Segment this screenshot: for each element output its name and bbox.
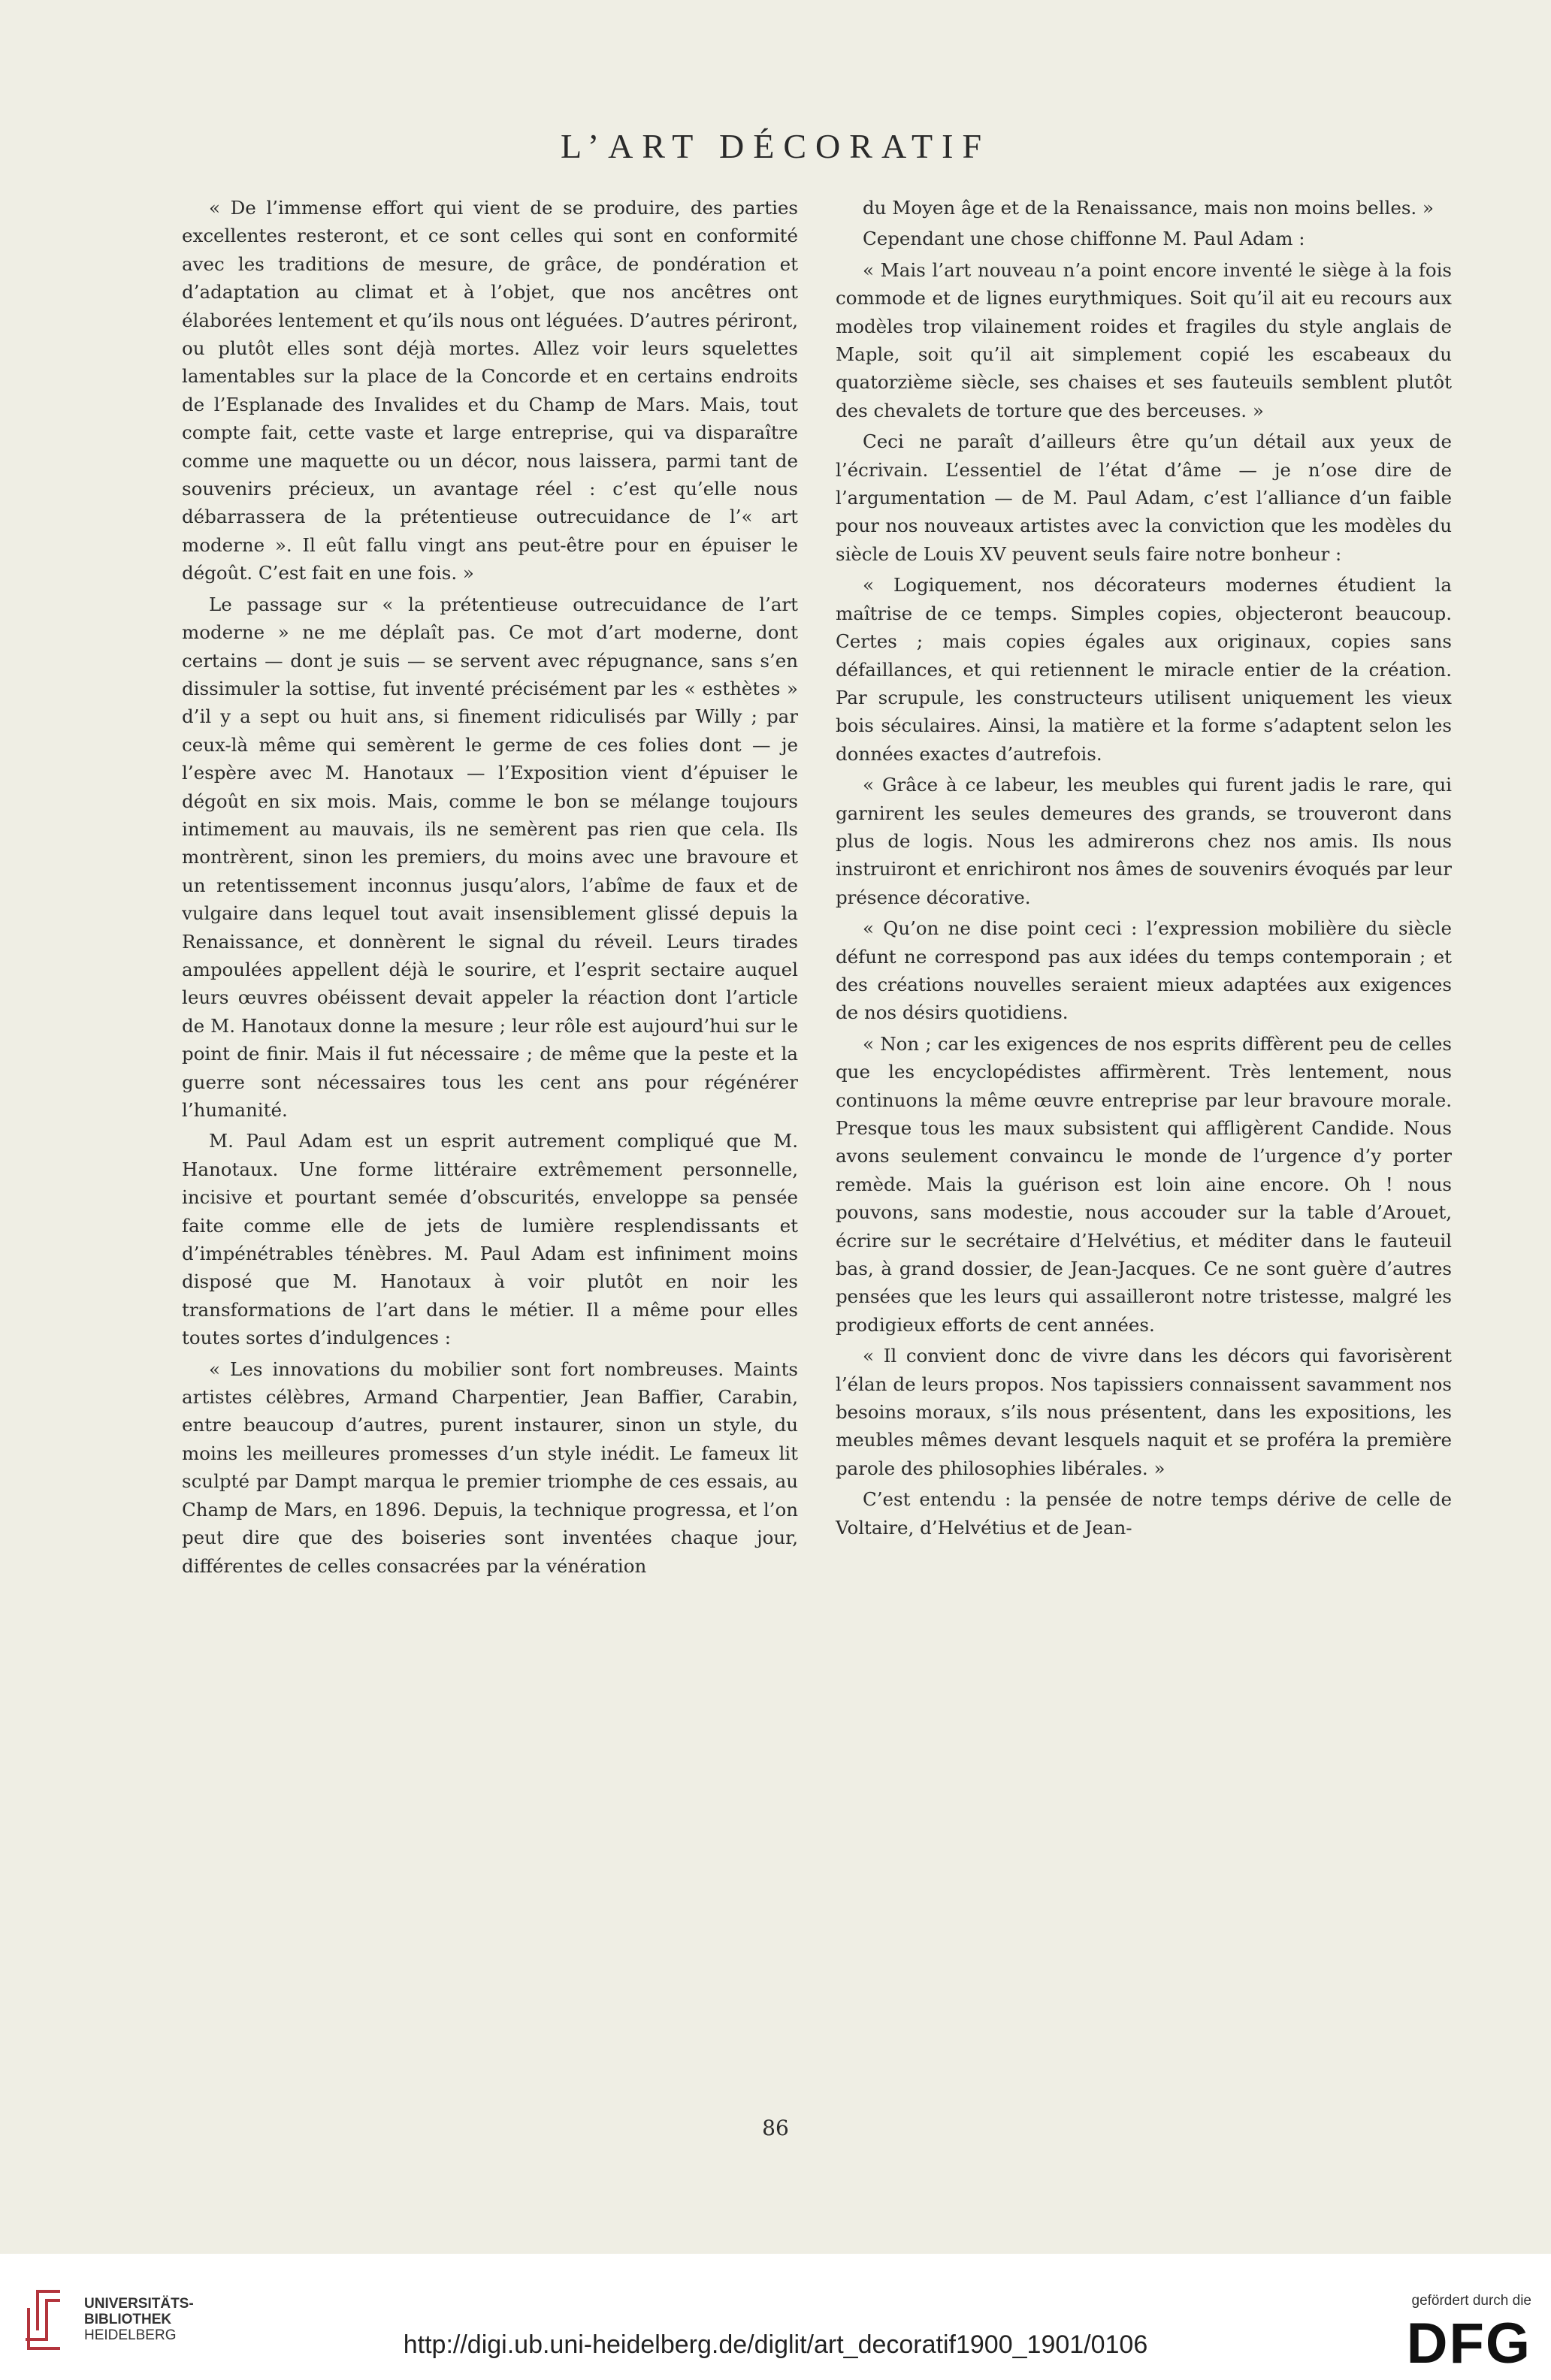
source-url-link[interactable]: http://digi.ub.uni-heidelberg.de/diglit/art_decoratif1900_1901/0106 <box>403 2330 1148 2359</box>
paragraph: Le passage sur « la prétentieuse outrecuidance de l’art moderne » ne me déplaît pas. Ce mot d’art moderne, dont certains — dont je suis — se servent avec répugnance, sans s’en dissimuler la sottise, fut inventé précisément par les « esthètes » d’il y a sept ou huit ans, si finement ridiculisés par Willy ; par ceux-là même qui semèrent le germe de ces folies dont — je l’espère avec M. Hanotaux — l’Exposition vient d’épuiser le dégoût en six mois. Mais, comme le bon se mélange toujours intimement au mauvais, ils ne semèrent pas rien que cela. Ils montrèrent, sinon les premiers, du moins avec une bravoure et un retentissement inconnus jusqu’alors, l’abîme de faux et de vulgaire dans lequel tout avait insensiblement glissé depuis la Renaissance, et donnèrent le signal du réveil. Leurs tirades ampoulées appellent déjà le sourire, et l’esprit sectaire auquel leurs œuvres obéissent devait appeler la réaction dont l’article de M. Hanotaux donne la mesure ; leur rôle est aujourd’hui sur le point de finir. Mais il fut nécessaire ; de même que la peste et la guerre sont nécessaires tous les cent ans pour régénérer l’humanité. <box>182 593 798 1121</box>
paragraph: « Mais l’art nouveau n’a point encore inventé le siège à la fois commode et de lignes eurythmiques. Soit qu’il ait eu recours aux modèles trop vilainement roides et fragiles du style anglais de Maple, soit qu’il ait simplement copié les escabeaux du quatorzième siècle, ses chaises et ses fauteuils semblent plutôt des chevalets de torture que des berceuses. » <box>836 258 1452 421</box>
paragraph: M. Paul Adam est un esprit autrement compliqué que M. Hanotaux. Une forme littéraire extrêmement personnelle, incisive et pourtant semée d’obscurités, enveloppe sa pensée faite comme elle de jets de lumière resplendissants et d’impénétrables ténèbres. M. Paul Adam est infiniment moins disposé que M. Hanotaux à voir plutôt en noir les transformations de l’art dans le métier. Il a même pour elles toutes sortes d’indulgences : <box>182 1130 798 1349</box>
paragraph: « Non ; car les exigences de nos esprits diffèrent peu de celles que les encyclopédistes affirmèrent. Très lentement, nous continuons la même œuvre entreprise par leur bravoure morale. Presque tous les maux subsistent qui affligèrent Candide. Nous avons seulement convaincu le monde de l’urgence d’y porter remède. Mais la guérison est loin aine encore. Oh ! nous pouvons, sans modestie, nous accouder sur la table d’Arouet, écrire sur le secrétaire d’Helvétius, et méditer dans le fauteuil bas, à grand dossier, de Jean-Jacques. Ce ne sont guère d’autres pensées que les leurs qui assailleront notre tristesse, malgré les prodigieux efforts de cent années. <box>836 1032 1452 1336</box>
running-title: L’ART DÉCORATIF <box>560 127 991 165</box>
paragraph: du Moyen âge et de la Renaissance, mais non moins belles. » <box>863 197 1434 219</box>
dfg-logo: DFG <box>1406 2312 1531 2375</box>
left-text-column <box>182 194 798 1583</box>
paragraph: « Logiquement, nos décorateurs modernes étudient la maîtrise de ce temps. Simples copies, objecteront beaucoup. Certes ; mais copies égales aux originaux, copies sans défaillances, et qui retiennent le miracle entier de la création. Par scrupule, les constructeurs utilisent uniquement les vieux bois séculaires. Ainsi, la matière et la forme s’adaptent selon les données exactes d’autrefois. <box>836 574 1452 765</box>
digitization-footer <box>0 2254 1551 2380</box>
paragraph: « Les innovations du mobilier sont fort nombreuses. Maints artistes célèbres, Armand Charpentier, Jean Baffier, Carabin, entre beaucoup d’autres, purent instaurer, sinon un style, du moins les meilleures promesses d’un style inédit. Le fameux lit sculpté par Dampt marqua le premier triomphe de ces essais, au Champ de Mars, en 1896. Depuis, la technique progressa, et l’on peut dire que des boiseries sont inventées chaque jour, différentes de celles consacrées par la vénération <box>182 1358 798 1577</box>
right-text-column <box>836 194 1452 1545</box>
paragraph: « Qu’on ne dise point ceci : l’expression mobilière du siècle défunt ne correspond pas aux idées du temps contemporain ; et des créations nouvelles seraient mieux adaptées aux exigences de nos désirs quotidiens. <box>836 917 1452 1024</box>
paragraph: « Il convient donc de vivre dans les décors qui favorisèrent l’élan de leurs propos. Nos tapissiers connaissent savamment nos besoins moraux, s’ils nous présentent, dans les expositions, les meubles mêmes devant lesquels naquit et se proféra la première parole des philosophies libérales. » <box>836 1345 1452 1479</box>
paragraph: C’est entendu : la pensée de notre temps dérive de celle de Voltaire, d’Helvétius et de Jean- <box>836 1488 1452 1539</box>
paragraph: Ceci ne paraît d’ailleurs être qu’un détail aux yeux de l’écrivain. L’essentiel de l’état d’âme — je n’ose dire de l’argumentation — de M. Paul Adam, c’est l’alliance d’un faible pour nos nouveaux artistes avec la conviction que les modèles du siècle de Louis XV peuvent seuls faire notre bonheur : <box>836 430 1452 565</box>
library-line: UNIVERSITÄTS- <box>84 2296 194 2312</box>
page-number: 86 <box>762 2116 789 2140</box>
library-line: BIBLIOTHEK <box>84 2312 172 2327</box>
paragraph: « De l’immense effort qui vient de se produire, des parties excellentes resteront, et ce sont celles qui sont en conformité avec les traditions de mesure, de grâce, de pondération et d’adaptation au climat et à l’objet, que nos ancêtres ont élaborées lentement et qu’ils nous ont léguées. D’autres périront, ou plutôt elles sont déjà mortes. Allez voir leurs squelettes lamentables sur la place de la Concorde et en certains endroits de l’Esplanade des Invalides et du Champ de Mars. Mais, tout compte fait, cette vaste et large entreprise, qui va disparaître comme une maquette ou un décor, nous laissera, parmi tant de souvenirs précieux, un avantage réel : c’est qu’elle nous débarrassera de la prétentieuse outrecuidance de l’« art moderne ». Il eût fallu vingt ans peut-être pour en épuiser le dégoût. C’est fait en une fois. » <box>182 197 798 584</box>
library-line: HEIDELBERG <box>84 2327 177 2343</box>
paragraph: Cependant une chose chiffonne M. Paul Adam : <box>863 228 1305 250</box>
funding-note: gefördert durch die <box>1411 2293 1531 2309</box>
paragraph: « Grâce à ce labeur, les meubles qui furent jadis le rare, qui garnirent les seules demeures des grands, se trouveront dans plus de logis. Nous les admirerons chez nos amis. Ils nous instruiront et enrichiront nos âmes de souvenirs évoqués par leur présence décorative. <box>836 774 1452 908</box>
